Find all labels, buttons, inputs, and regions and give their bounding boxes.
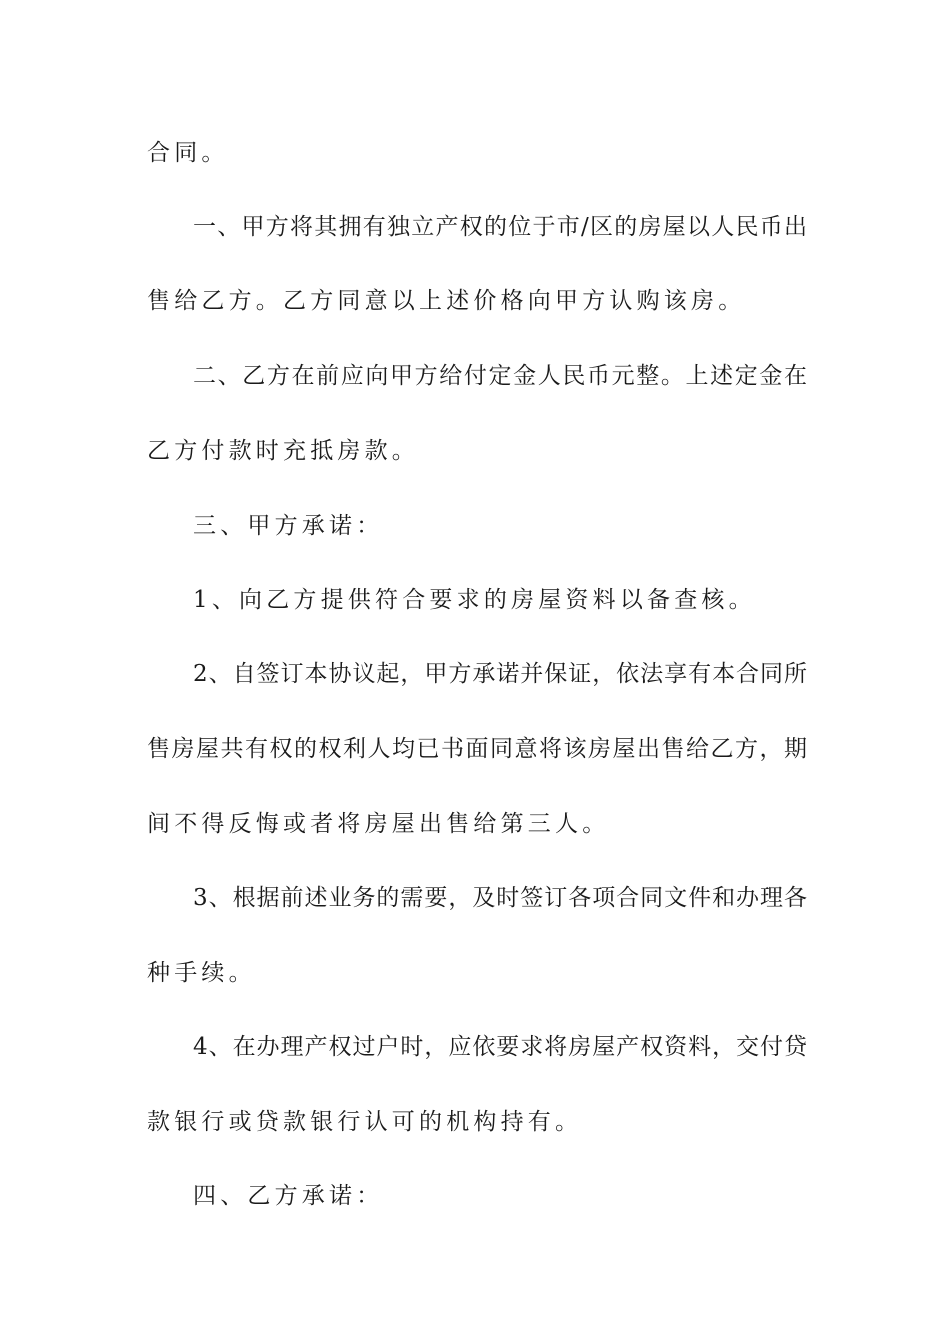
section-heading: 三、甲方承诺： xyxy=(193,513,384,539)
paragraph-line: 一、甲方将其拥有独立产权的位于市/区的房屋以人民币出 xyxy=(193,214,807,240)
section-heading: 四、乙方承诺： xyxy=(193,1183,384,1209)
paragraph-line: 二、乙方在前应向甲方给付定金人民币元整。上述定金在 xyxy=(193,363,807,389)
text-line: 合同。 xyxy=(147,140,229,166)
text-line: 乙方付款时充抵房款。 xyxy=(147,438,419,464)
text-line: 售房屋共有权的权利人均已书面同意将该房屋出售给乙方，期 xyxy=(147,736,807,762)
text-line: 种手续。 xyxy=(147,960,256,986)
list-item: 2、自签订本协议起，甲方承诺并保证，依法享有本合同所 xyxy=(193,661,807,687)
text-line: 间不得反悔或者将房屋出售给第三人。 xyxy=(147,811,610,837)
text-line: 款银行或贷款银行认可的机构持有。 xyxy=(147,1109,583,1135)
list-item: 3、根据前述业务的需要，及时签订各项合同文件和办理各 xyxy=(193,885,807,911)
text-line: 售给乙方。乙方同意以上述价格向甲方认购该房。 xyxy=(147,288,746,314)
list-item: 4、在办理产权过户时，应依要求将房屋产权资料，交付贷 xyxy=(193,1034,807,1060)
list-item: 1、向乙方提供符合要求的房屋资料以备查核。 xyxy=(193,587,756,613)
